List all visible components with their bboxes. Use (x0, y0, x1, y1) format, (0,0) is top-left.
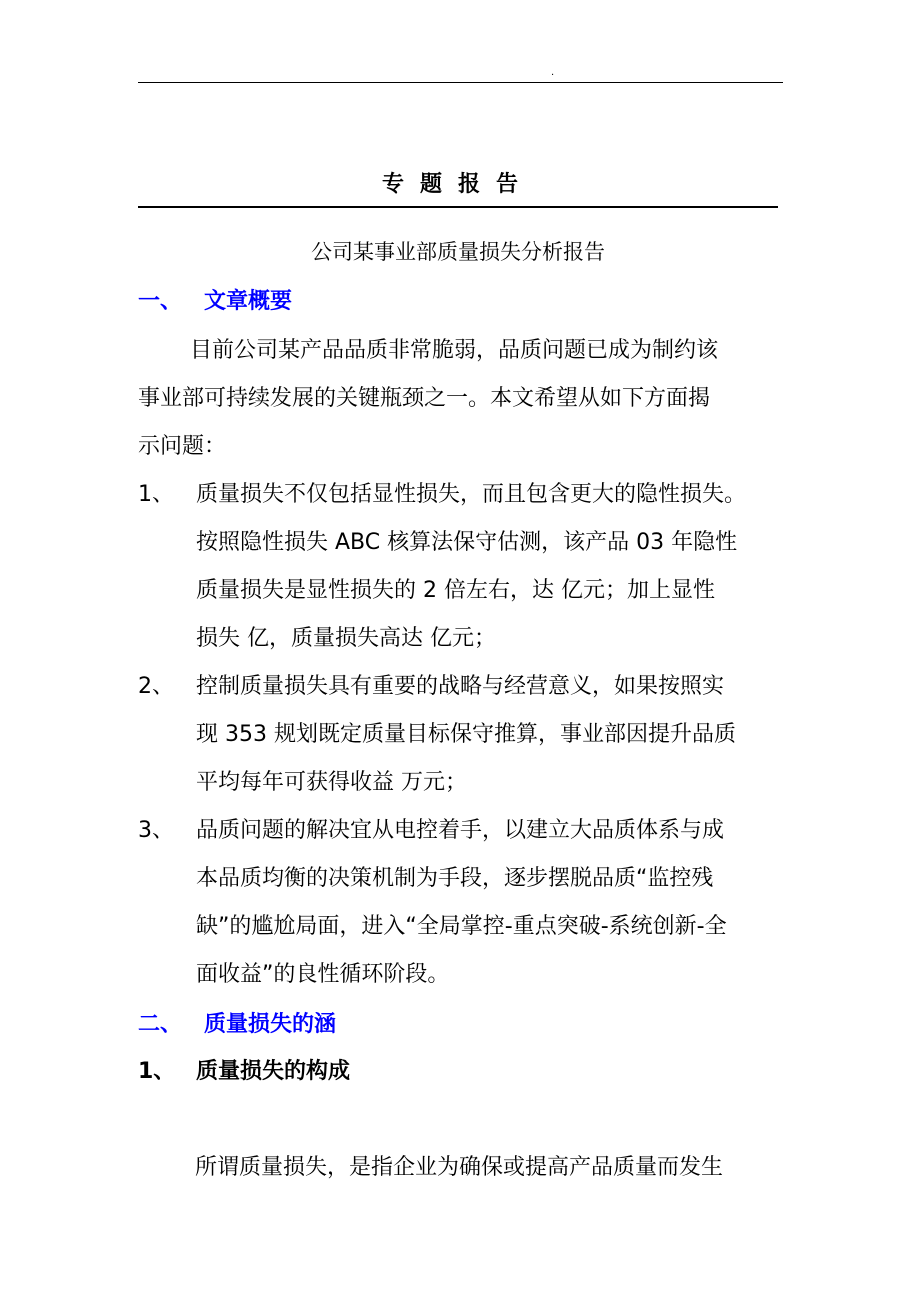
report-subtitle: 公司某事业部质量损失分析报告 (311, 240, 605, 264)
list-line: 品质问题的解决宜从电控着手，以建立大品质体系与成 (196, 818, 725, 843)
list-line: 质量损失不仅包括显性损失，而且包含更大的隐性损失。 (196, 482, 747, 507)
paragraph-line: 目前公司某产品品质非常脆弱，品质问题已成为制约该 (190, 338, 719, 363)
header-rule (138, 82, 783, 83)
list-number: 2、 (138, 674, 174, 699)
list-line: 本品质均衡的决策机制为手段，逐步摆脱品质“监控残 (196, 866, 714, 891)
section-title: 质量损失的涵 (204, 1012, 337, 1037)
list-line: 损失 亿，质量损失高达 亿元； (196, 626, 496, 651)
sub-heading-number: 1、 (138, 1059, 176, 1084)
section-number: 一、 (138, 289, 183, 314)
list-line: 现 353 规划既定质量目标保守推算，事业部因提升品质 (196, 722, 736, 747)
title-rule (138, 206, 778, 208)
sub-heading-1 (138, 1057, 350, 1087)
list-number: 1、 (138, 482, 174, 507)
list-text (196, 807, 796, 999)
paragraph-line: 示问题： (138, 434, 227, 459)
list-line: 平均每年可获得收益 万元； (196, 770, 467, 795)
list-line: 缺”的尴尬局面，进入“全局掌控-重点突破-系统创新-全 (196, 914, 727, 939)
intro-paragraph (138, 327, 788, 471)
list-line: 按照隐性损失 ABC 核算法保守估测，该产品 03 年隐性 (196, 530, 738, 555)
paragraph-line: 所谓质量损失，是指企业为确保或提高产品质量而发生 (195, 1155, 724, 1180)
list-text (196, 471, 796, 663)
paragraph-line: 事业部可持续发展的关键瓶颈之一。本文希望从如下方面揭 (138, 386, 711, 411)
report-title: 专题报告 (381, 172, 534, 197)
body-paragraph (195, 1144, 845, 1192)
section-number: 二、 (138, 1012, 183, 1037)
header-dot: . (551, 67, 555, 78)
sub-heading-title: 质量损失的构成 (196, 1059, 351, 1084)
list-number: 3、 (138, 818, 174, 843)
section-heading-2 (138, 1010, 336, 1040)
section-title: 文章概要 (204, 289, 293, 314)
list-text (196, 663, 796, 807)
list-line: 面收益”的良性循环阶段。 (196, 962, 450, 987)
list-line: 质量损失是显性损失的 2 倍左右，达 亿元；加上显性 (196, 578, 715, 603)
section-heading-1 (138, 287, 292, 317)
list-line: 控制质量损失具有重要的战略与经营意义，如果按照实 (196, 674, 725, 699)
